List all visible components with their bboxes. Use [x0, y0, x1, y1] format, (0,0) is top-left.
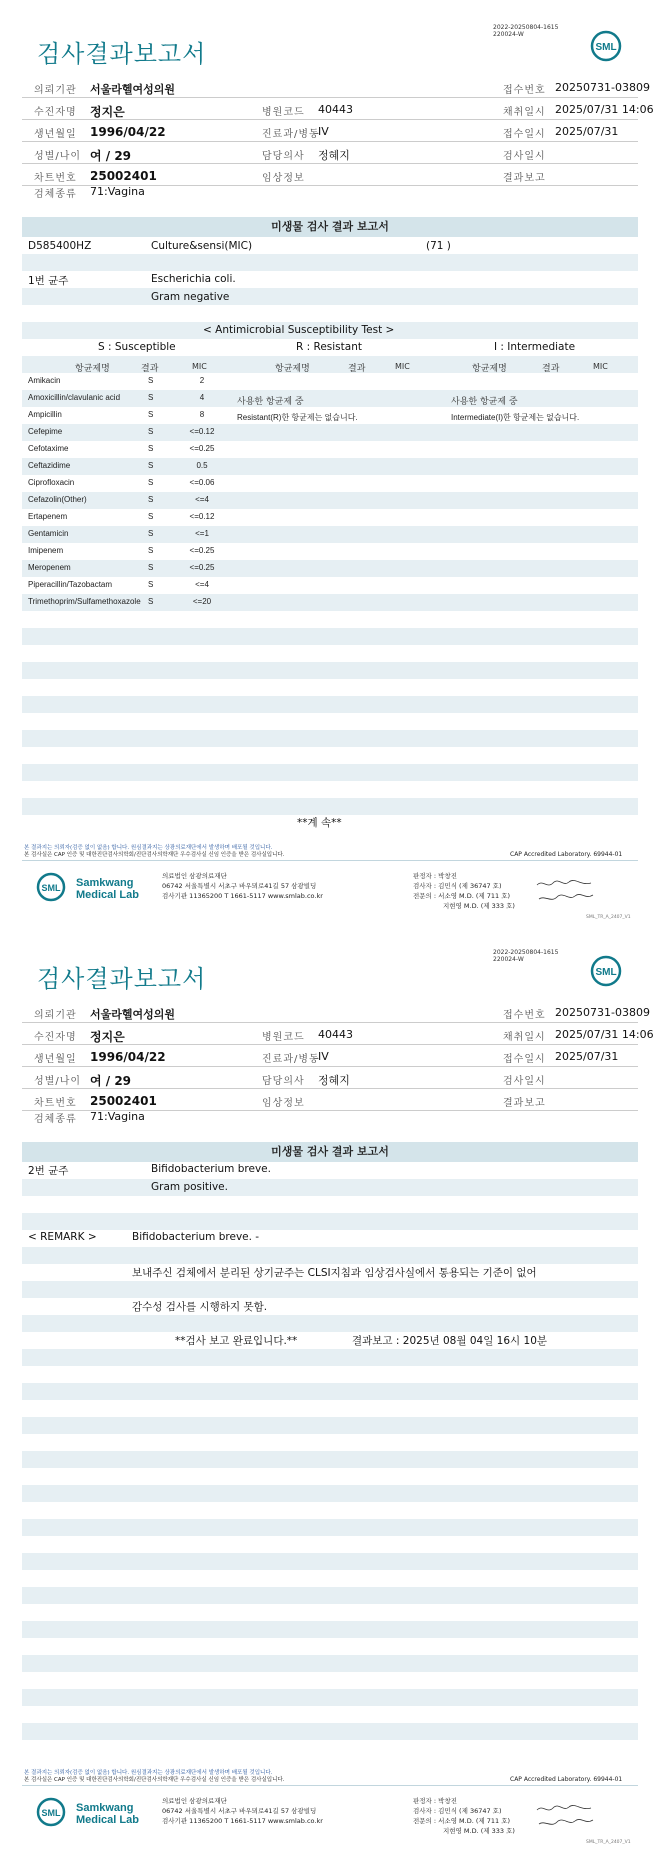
specimen-value: 71:Vagina [90, 1110, 145, 1123]
header-row-client [22, 77, 650, 98]
organism-name: Escherichia coli. [151, 273, 236, 285]
collect-value: 2025/07/31 14:06 [555, 1028, 654, 1041]
row-band [22, 1655, 638, 1672]
header-row-patient [22, 99, 654, 120]
form-code: SML_TR_A_2407_V1 [586, 915, 631, 920]
row-band [22, 1587, 638, 1604]
row-band [22, 1485, 638, 1502]
header-row-sexage [22, 143, 638, 164]
staff-line-3: 전문의 : 서소영 M.D. (제 711 호) [413, 1817, 511, 1825]
drug-name: Ciprofloxacin [28, 478, 75, 487]
dob-value: 1996/04/22 [90, 1050, 166, 1064]
client-value: 서울라헬여성의원 [90, 83, 176, 96]
drug-name: Meropenem [28, 563, 71, 572]
row-band [22, 526, 638, 543]
row-band [22, 424, 638, 441]
drug-name: Ertapenem [28, 512, 68, 521]
signature-icon [535, 1802, 595, 1834]
hospcode-label: 병원코드 [262, 107, 305, 118]
section-title: 미생물 검사 결과 보고서 [22, 1142, 638, 1162]
row-band [22, 1179, 638, 1196]
drug-result: S [148, 512, 154, 521]
tested-label: 검사일시 [503, 1076, 546, 1087]
col-result-header-r: 결과 [348, 364, 366, 374]
doc-sub: 220024-W [493, 956, 524, 963]
lab-address-line-3: 검사기관 11365200 T 1661-5117 www.smlab.co.kr [162, 892, 323, 900]
dob-value: 1996/04/22 [90, 125, 166, 139]
row-band [22, 1553, 638, 1570]
tested-label: 검사일시 [503, 151, 546, 162]
row-band [22, 1723, 638, 1740]
specimen-value: 71:Vagina [90, 185, 145, 198]
sml-logo-icon [590, 30, 622, 62]
drug-mic: 8 [199, 410, 205, 419]
dept-value: IV [318, 1050, 329, 1063]
row-band [22, 560, 638, 577]
lab-address-line-1: 의료법인 삼광의료재단 [162, 872, 227, 880]
gram-stain: Gram positive. [151, 1181, 228, 1193]
accession-label: 접수번호 [503, 85, 546, 96]
chart-label: 차트번호 [34, 173, 77, 184]
client-label: 의뢰기관 [34, 85, 77, 96]
lab-address-line-3: 검사기관 11365200 T 1661-5117 www.smlab.co.kr [162, 1817, 323, 1825]
lab-staff [413, 871, 515, 911]
accession-value: 20250731-03809 [555, 81, 650, 94]
remark-line-2: 감수성 검사를 시행하지 못함. [132, 1301, 268, 1313]
doctor-label: 담당의사 [262, 151, 305, 162]
svg-text:SML: SML [595, 42, 617, 53]
collect-label: 채취일시 [503, 1032, 546, 1043]
sexage-value: 여 / 29 [90, 149, 132, 163]
drug-result: S [148, 376, 154, 385]
drug-name: Cefotaxime [28, 444, 69, 453]
dept-label: 진료과/병동 [262, 129, 320, 140]
cap-accreditation: CAP Accredited Laboratory. 69944-01 [510, 1776, 623, 1783]
drug-result: S [148, 444, 154, 453]
client-value: 서울라헬여성의원 [90, 1008, 176, 1021]
hospcode-value: 40443 [318, 1028, 353, 1041]
row-band [22, 1417, 638, 1434]
drug-name: Ampicillin [28, 410, 62, 419]
sexage-value: 여 / 29 [90, 1074, 132, 1088]
doc-code: 2022-20250804-1615 [493, 24, 559, 31]
intermediate-note: 사용한 항균제 중 [451, 397, 518, 407]
drug-result: S [148, 580, 154, 589]
received-label: 접수일시 [503, 1054, 546, 1065]
drug-mic: <=1 [195, 529, 209, 538]
drug-mic: <=0.25 [189, 444, 215, 453]
header-row-client [22, 1002, 650, 1023]
received-value: 2025/07/31 [555, 1050, 619, 1063]
row-band [22, 764, 638, 781]
row-band [22, 1519, 638, 1536]
samkwang-logo-icon [36, 872, 66, 902]
lab-name [76, 1802, 139, 1826]
footer-note-2: 본 검사실은 CAP 인증 및 대한진단검사의학회/진단검사의학재단 우수검사실 신임 인증을 받은 검사실입니다. [24, 1777, 285, 1783]
dob-label: 생년월일 [34, 1054, 77, 1065]
collect-label: 채취일시 [503, 107, 546, 118]
header-row-specimen [22, 1106, 638, 1127]
drug-name: Cefazolin(Other) [28, 495, 87, 504]
organism-label: 2번 균주 [28, 1165, 69, 1177]
lab-address-line-1: 의료법인 삼광의료재단 [162, 1797, 227, 1805]
row-band [22, 1349, 638, 1366]
chart-label: 차트번호 [34, 1098, 77, 1109]
header-row-patient [22, 1024, 654, 1045]
patient-label: 수진자명 [34, 1032, 77, 1043]
drug-mic: <=4 [195, 495, 209, 504]
specimen-label: 검체종류 [34, 189, 77, 200]
doctor-label: 담당의사 [262, 1076, 305, 1087]
drug-result: S [148, 529, 154, 538]
row-band [22, 628, 638, 645]
lab-name-line-2: Medical Lab [76, 889, 139, 901]
accession-label: 접수번호 [503, 1010, 546, 1021]
chart-value: 25002401 [90, 169, 157, 183]
svg-text:SML: SML [41, 1808, 61, 1818]
drug-name: Amikacin [28, 376, 61, 385]
drug-result: S [148, 427, 154, 436]
report-time: 결과보고 : 2025년 08월 04일 16시 10분 [352, 1335, 548, 1347]
row-band [22, 458, 638, 475]
sml-logo-icon [590, 955, 622, 987]
row-band [22, 1383, 638, 1400]
row-band [22, 1451, 638, 1468]
dept-label: 진료과/병동 [262, 1054, 320, 1065]
collect-value: 2025/07/31 14:06 [555, 103, 654, 116]
drug-result: S [148, 461, 154, 470]
staff-line-4: 지현영 M.D. (제 333 호) [443, 1827, 515, 1835]
staff-line-2: 검사자 : 김민식 (제 36747 호) [413, 1807, 502, 1815]
row-band [22, 798, 638, 815]
chart-value: 25002401 [90, 1094, 157, 1108]
drug-name: Cefepime [28, 427, 63, 436]
header-row-dob [22, 1046, 638, 1067]
client-label: 의뢰기관 [34, 1010, 77, 1021]
staff-line-2: 검사자 : 김민식 (제 36747 호) [413, 882, 502, 890]
row-band [22, 1247, 638, 1264]
drug-mic: <=0.12 [189, 427, 215, 436]
drug-mic: <=4 [195, 580, 209, 589]
svg-text:SML: SML [595, 967, 617, 978]
row-band [22, 1689, 638, 1706]
clinical-label: 임상정보 [262, 173, 305, 184]
drug-result: S [148, 563, 154, 572]
dob-label: 생년월일 [34, 129, 77, 140]
drug-mic: <=0.25 [189, 563, 215, 572]
row-band [22, 1315, 638, 1332]
drug-mic: <=20 [192, 597, 212, 606]
drug-result: S [148, 393, 154, 402]
footer-divider [22, 860, 638, 861]
test-code: D585400HZ [28, 240, 92, 252]
lab-name-line-1: Samkwang [76, 877, 134, 889]
lab-name-line-2: Medical Lab [76, 1814, 139, 1826]
col-result-header: 결과 [141, 364, 159, 374]
row-band [22, 662, 638, 679]
remark-organism: Bifidobacterium breve. - [132, 1231, 260, 1243]
lab-address-line-2: 06742 서울특별시 서초구 바우뫼로41길 57 삼광빌딩 [162, 1807, 317, 1815]
form-code: SML_TR_A_2407_V1 [586, 1840, 631, 1845]
drug-result: S [148, 597, 154, 606]
header-row-specimen [22, 181, 638, 202]
ast-title: < Antimicrobial Susceptibility Test > [203, 324, 395, 336]
legend-susceptible: S : Susceptible [98, 341, 176, 353]
section-title: 미생물 검사 결과 보고서 [22, 217, 638, 237]
intermediate-note-2: Intermediate(I)한 항균제는 없습니다. [451, 413, 580, 422]
drug-name: Amoxicillin/clavulanic acid [28, 393, 121, 402]
patient-value: 정지은 [90, 1030, 125, 1044]
col-result-header-i: 결과 [542, 364, 560, 374]
row-band [22, 492, 638, 509]
dept-value: IV [318, 125, 329, 138]
gram-stain: Gram negative [151, 291, 230, 303]
row-band [22, 254, 638, 271]
report-complete: **검사 보고 완료입니다.** [175, 1335, 298, 1347]
footer-divider [22, 1785, 638, 1786]
drug-name: Gentamicin [28, 529, 69, 538]
row-band [22, 1281, 638, 1298]
sexage-label: 성별/나이 [34, 151, 82, 162]
col-mic-header-i: MIC [593, 362, 608, 371]
row-band [22, 1621, 638, 1638]
doctor-value: 정혜지 [318, 149, 350, 162]
drug-result: S [148, 410, 154, 419]
doctor-value: 정혜지 [318, 1074, 350, 1087]
drug-mic: 0.5 [196, 461, 208, 470]
drug-mic: <=0.25 [189, 546, 215, 555]
lab-name-line-1: Samkwang [76, 1802, 134, 1814]
report-page-2 [0, 925, 655, 1850]
reported-label: 결과보고 [503, 1098, 546, 1109]
accession-value: 20250731-03809 [555, 1006, 650, 1019]
staff-line-1: 판정자 : 박창진 [413, 1797, 457, 1805]
page-title: 검사결과보고서 [37, 965, 207, 993]
row-band [22, 730, 638, 747]
header-row-sexage [22, 1068, 638, 1089]
lab-address [162, 871, 323, 901]
organism-name: Bifidobacterium breve. [151, 1163, 271, 1175]
drug-result: S [148, 495, 154, 504]
staff-line-4: 지현영 M.D. (제 333 호) [443, 902, 515, 910]
lab-staff [413, 1796, 515, 1836]
page-title: 검사결과보고서 [37, 40, 207, 68]
signature-icon [535, 877, 595, 909]
drug-mic: 4 [199, 393, 205, 402]
legend-resistant: R : Resistant [296, 341, 362, 353]
footer-note-2: 본 검사실은 CAP 인증 및 대한진단검사의학회/진단검사의학재단 우수검사실 신임 인증을 받은 검사실입니다. [24, 852, 285, 858]
drug-mic: <=0.06 [189, 478, 215, 487]
clinical-label: 임상정보 [262, 1098, 305, 1109]
header-row-dob [22, 121, 638, 142]
patient-value: 정지은 [90, 105, 125, 119]
document-id [493, 949, 558, 963]
lab-address [162, 1796, 323, 1826]
row-band [22, 288, 638, 305]
test-name: Culture&sensi(MIC) [151, 240, 253, 252]
svg-text:SML: SML [41, 883, 61, 893]
drug-name: Ceftazidime [28, 461, 71, 470]
drug-result: S [148, 546, 154, 555]
doc-sub: 220024-W [493, 31, 524, 38]
sexage-label: 성별/나이 [34, 1076, 82, 1087]
resistant-note-2: Resistant(R)한 항균제는 없습니다. [237, 413, 358, 422]
drug-name: Trimethoprim/Sulfamethoxazole [28, 597, 141, 606]
hospcode-value: 40443 [318, 103, 353, 116]
col-drug-header-i: 항균제명 [472, 364, 507, 374]
col-drug-header-r: 항균제명 [275, 364, 310, 374]
reported-label: 결과보고 [503, 173, 546, 184]
patient-label: 수진자명 [34, 107, 77, 118]
row-band [22, 1213, 638, 1230]
remark-line-1: 보내주신 검체에서 분리된 상기균주는 CLSI지침과 임상검사실에서 통용되는 기준이 없어 [132, 1267, 537, 1279]
col-mic-header: MIC [192, 362, 207, 371]
drug-mic: 2 [199, 376, 205, 385]
drug-name: Piperacillin/Tazobactam [28, 580, 113, 589]
col-drug-header: 항균제명 [75, 364, 110, 374]
cap-accreditation: CAP Accredited Laboratory. 69944-01 [510, 851, 623, 858]
col-mic-header-r: MIC [395, 362, 410, 371]
received-label: 접수일시 [503, 129, 546, 140]
legend-intermediate: I : Intermediate [494, 341, 576, 353]
footer-note-1: 본 결과지는 의뢰자(검증 없이 없음) 합니다. 원심결과지는 상광의료재단에서 발생하며 배포될 것입니다. [24, 1770, 273, 1776]
resistant-note: 사용한 항균제 중 [237, 397, 304, 407]
document-id [493, 24, 558, 38]
hospcode-label: 병원코드 [262, 1032, 305, 1043]
drug-name: Imipenem [28, 546, 64, 555]
staff-line-1: 판정자 : 박창진 [413, 872, 457, 880]
organism-label: 1번 균주 [28, 275, 69, 287]
doc-code: 2022-20250804-1615 [493, 949, 559, 956]
samkwang-logo-icon [36, 1797, 66, 1827]
footer-note-1: 본 결과지는 의뢰자(검증 없이 없음) 합니다. 원심결과지는 상광의료재단에서 발생하며 배포될 것입니다. [24, 845, 273, 851]
drug-result: S [148, 478, 154, 487]
drug-mic: <=0.12 [189, 512, 215, 521]
specimen-label: 검체종류 [34, 1114, 77, 1125]
row-band [22, 696, 638, 713]
continued-marker: **계 속** [297, 817, 342, 829]
test-number: (71 ) [426, 240, 451, 252]
remark-label: < REMARK > [28, 1231, 97, 1243]
staff-line-3: 전문의 : 서소영 M.D. (제 711 호) [413, 892, 511, 900]
lab-address-line-2: 06742 서울특별시 서초구 바우뫼로41길 57 삼광빌딩 [162, 882, 317, 890]
lab-name [76, 877, 139, 901]
received-value: 2025/07/31 [555, 125, 619, 138]
